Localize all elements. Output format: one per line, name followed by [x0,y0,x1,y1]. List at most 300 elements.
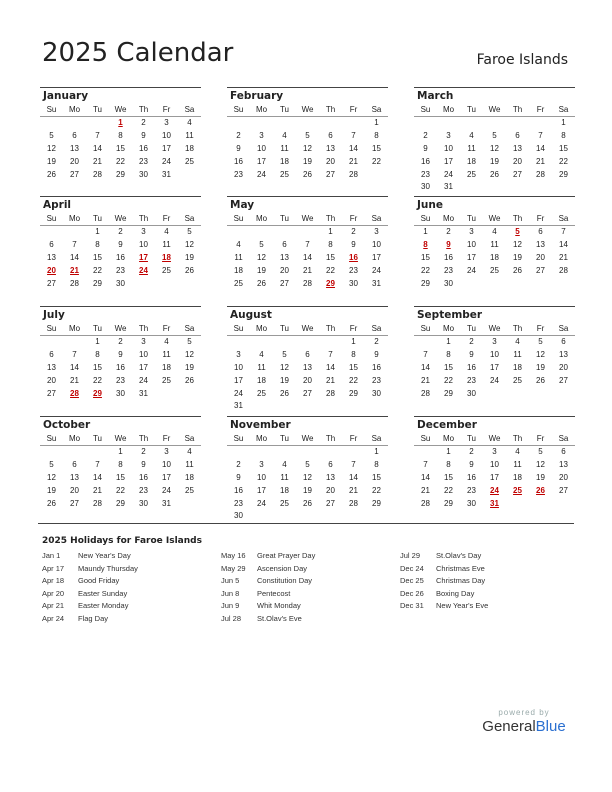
weekday-header: Th [138,434,149,443]
holiday-item [42,614,138,627]
day-cell: 24 [234,388,243,398]
day-cell: 11 [257,362,266,372]
day-cell: 17 [257,485,266,495]
day-cell: 14 [93,472,102,482]
month-december [414,416,575,510]
day-cell: 4 [164,337,169,346]
month-name: January [43,90,89,102]
day-cell: 25 [185,156,194,166]
day-cell: 11 [280,472,289,482]
day-cell: 17 [490,362,499,372]
day-cell: 17 [234,375,243,385]
day-cell: 22 [116,485,125,495]
weekday-header: Th [138,105,149,114]
day-cell: 26 [185,265,194,275]
day-cell: 29 [116,498,125,508]
holiday-item [42,564,138,577]
day-cell: 20 [70,156,79,166]
day-cell: 18 [513,472,522,482]
weekday-header: We [488,105,501,114]
day-cell: 20 [280,265,289,275]
holiday-item [400,601,488,614]
day-cell: 14 [326,362,335,372]
day-cell: 27 [559,375,568,385]
day-cell: 30 [467,388,476,398]
holiday-date: Jun 8 [221,588,240,598]
day-cell: 10 [139,239,148,249]
weekday-header: Tu [92,214,103,223]
weekday-header: We [114,214,127,223]
day-cell: 14 [303,252,312,262]
day-cell: 10 [234,362,243,372]
month-name: May [230,199,255,211]
day-cell: 29 [349,388,358,398]
empty-cell [342,446,365,459]
day-cell: 15 [326,252,335,262]
day-cell: 10 [139,349,148,359]
day-cell: 13 [559,349,568,359]
day-cell: 15 [93,362,102,372]
month-name: June [417,199,443,211]
day-cell: 29 [421,278,430,288]
day-cell: 5 [49,130,54,140]
weekday-header: Fr [162,214,171,223]
day-cell: 21 [70,375,79,385]
day-cell: 23 [234,498,243,508]
holiday-name: Christmas Day [436,576,486,586]
month-june [414,196,575,290]
day-cell: 2 [446,227,451,236]
day-cell: 2 [351,227,356,236]
weekday-header: Mo [255,105,268,114]
weekday-header: Mo [68,434,81,443]
empty-cell [63,446,86,459]
day-cell: 13 [47,362,56,372]
weekday-header: Mo [68,324,81,333]
day-cell: 29 [444,388,453,398]
day-cell: 17 [139,362,148,372]
empty-cell [414,446,437,459]
day-cell: 19 [513,252,522,262]
day-cell: 1 [351,337,356,346]
day-cell: 13 [326,472,335,482]
brand-name [476,718,572,735]
empty-cell [296,226,319,239]
day-cell: 27 [559,485,568,495]
brand-logo[interactable] [476,708,572,735]
day-cell: 11 [513,349,522,359]
day-cell: 19 [47,156,56,166]
weekday-header: Th [138,324,149,333]
day-cell: 19 [536,472,545,482]
month-november [227,416,388,523]
day-cell: 23 [467,375,476,385]
weekday-header: Fr [162,434,171,443]
weekday-header: Fr [349,434,358,443]
holiday-date: May 16 [221,551,246,560]
brand-name-blue: Blue [535,718,566,735]
day-cell: 11 [234,252,243,262]
weekday-header: Sa [184,324,195,333]
day-cell: 4 [492,227,497,236]
holiday-name: Whit Monday [257,601,301,611]
weekday-header: Su [233,214,244,223]
day-cell: 19 [47,485,56,495]
day-cell: 26 [47,169,56,179]
day-cell: 16 [116,252,125,262]
weekday-header: Mo [442,105,455,114]
holiday-item [42,576,138,589]
day-cell: 27 [280,278,289,288]
empty-cell [86,446,109,459]
weekday-header: Sa [371,434,382,443]
day-cell: 12 [257,252,266,262]
day-cell: 3 [236,349,241,359]
day-cell: 30 [234,511,243,521]
day-cell: 3 [492,337,497,346]
day-cell: 26 [185,375,194,385]
month-july [40,306,201,400]
empty-cell [63,117,86,130]
holiday-name: Boxing Day [436,588,475,598]
empty-cell [40,117,63,130]
weekday-header: Su [233,434,244,443]
day-cell: 3 [141,227,146,236]
day-cell: 28 [421,388,430,398]
day-cell: 9 [236,143,241,153]
weekday-header: Fr [349,324,358,333]
day-cell: 15 [559,143,568,153]
holiday-item [42,589,138,602]
day-cell: 10 [372,239,381,249]
weekday-header: Su [420,434,431,443]
day-cell: 8 [561,130,566,140]
day-cell: 29 [444,498,453,508]
holiday-date: Dec 24 [400,563,424,573]
day-cell: 31 [372,278,381,288]
day-cell: 22 [93,265,102,275]
day-cell: 25 [185,485,194,495]
day-cell: 2 [374,337,379,346]
day-cell: 21 [326,375,335,385]
holiday-day: 26 [536,485,545,495]
empty-cell [250,446,273,459]
day-cell: 16 [444,252,453,262]
day-cell: 12 [536,459,545,469]
weekday-header: Fr [162,324,171,333]
day-cell: 17 [257,156,266,166]
day-cell: 11 [513,459,522,469]
day-cell: 26 [257,278,266,288]
day-cell: 3 [141,337,146,346]
day-cell: 20 [559,472,568,482]
day-cell: 15 [444,362,453,372]
day-cell: 23 [116,375,125,385]
day-cell: 9 [141,459,146,469]
day-cell: 18 [280,485,289,495]
day-cell: 8 [446,459,451,469]
day-cell: 15 [116,143,125,153]
holiday-name: Good Friday [78,576,120,586]
holiday-date: Dec 31 [400,601,424,611]
day-cell: 9 [374,349,379,359]
weekday-header: Sa [184,434,195,443]
day-cell: 9 [236,472,241,482]
day-cell: 17 [162,472,171,482]
empty-cell [506,117,529,130]
empty-cell [273,226,296,239]
weekday-header: Fr [536,214,545,223]
day-cell: 22 [349,375,358,385]
weekday-header: Su [420,324,431,333]
holiday-column [400,551,488,614]
month-name: August [230,309,272,321]
day-cell: 13 [536,239,545,249]
holiday-day: 18 [162,252,171,262]
weekday-header: Tu [279,434,290,443]
day-cell: 3 [164,447,169,456]
day-cell: 31 [162,169,171,179]
day-cell: 18 [490,252,499,262]
day-cell: 9 [469,459,474,469]
day-cell: 5 [187,337,192,346]
day-cell: 1 [446,337,451,346]
day-cell: 14 [70,362,79,372]
day-cell: 24 [162,156,171,166]
day-cell: 22 [372,485,381,495]
day-cell: 25 [162,265,171,275]
day-cell: 3 [259,130,264,140]
day-cell: 15 [372,143,381,153]
holiday-day: 16 [349,252,358,262]
day-cell: 2 [423,130,428,140]
day-cell: 4 [515,337,520,346]
day-cell: 9 [469,349,474,359]
day-cell: 5 [492,130,497,140]
month-name: April [43,199,72,211]
weekday-header: Tu [466,324,477,333]
holiday-date: Apr 17 [42,563,65,573]
day-cell: 11 [162,349,171,359]
day-cell: 21 [559,252,568,262]
holiday-item [221,576,315,589]
holiday-day: 24 [139,265,148,275]
empty-cell [273,446,296,459]
day-cell: 16 [116,362,125,372]
weekday-header: We [488,324,501,333]
month-name: October [43,419,91,431]
day-cell: 22 [444,485,453,495]
day-cell: 16 [139,472,148,482]
day-cell: 12 [185,349,194,359]
day-cell: 17 [162,143,171,153]
day-cell: 25 [257,388,266,398]
empty-cell [227,336,250,349]
day-cell: 15 [421,252,430,262]
day-cell: 20 [47,375,56,385]
day-cell: 5 [305,130,310,140]
day-cell: 5 [187,227,192,236]
weekday-header: We [488,434,501,443]
day-cell: 14 [349,143,358,153]
day-cell: 5 [538,337,543,346]
day-cell: 6 [328,130,333,140]
day-cell: 10 [162,130,171,140]
day-cell: 12 [536,349,545,359]
holiday-name: Great Prayer Day [257,551,316,560]
holiday-date: Jul 28 [221,613,242,623]
day-cell: 27 [326,498,335,508]
weekday-header: Th [512,214,523,223]
day-cell: 4 [187,118,192,127]
weekday-header: Su [46,324,57,333]
weekday-header: Sa [558,324,569,333]
weekday-header: Mo [255,434,268,443]
day-cell: 28 [349,498,358,508]
day-cell: 31 [444,182,453,192]
empty-cell [250,336,273,349]
day-cell: 26 [303,498,312,508]
day-cell: 24 [444,169,453,179]
day-cell: 18 [513,362,522,372]
day-cell: 8 [374,130,379,140]
weekday-header: Th [512,434,523,443]
day-cell: 17 [372,252,381,262]
day-cell: 4 [164,227,169,236]
day-cell: 2 [236,130,241,140]
day-cell: 28 [536,169,545,179]
weekday-header: Fr [162,105,171,114]
empty-cell [227,117,250,130]
day-cell: 5 [305,459,310,469]
empty-cell [40,446,63,459]
day-cell: 19 [303,485,312,495]
month-name: September [417,309,483,321]
weekday-header: Tu [466,214,477,223]
holiday-day: 24 [490,485,499,495]
day-cell: 11 [490,239,499,249]
weekday-header: Tu [466,434,477,443]
day-cell: 7 [328,349,333,359]
day-cell: 25 [490,265,499,275]
holiday-item [42,601,138,614]
day-cell: 24 [467,265,476,275]
day-cell: 23 [139,156,148,166]
weekday-header: We [114,324,127,333]
day-cell: 7 [423,459,428,469]
day-cell: 27 [326,169,335,179]
day-cell: 2 [236,459,241,469]
day-cell: 15 [349,362,358,372]
day-cell: 8 [328,239,333,249]
day-cell: 3 [164,118,169,127]
holiday-date: Jun 9 [221,601,240,611]
day-cell: 7 [538,130,543,140]
day-cell: 30 [349,278,358,288]
day-cell: 7 [423,349,428,359]
day-cell: 4 [282,130,287,140]
empty-cell [319,336,342,349]
weekday-header: We [301,105,314,114]
month-january [40,87,201,181]
day-cell: 6 [538,227,543,236]
month-october [40,416,201,510]
holiday-item [221,601,315,614]
holiday-name: Maundy Thursday [78,563,138,573]
weekday-header: Sa [558,214,569,223]
day-cell: 26 [280,388,289,398]
day-cell: 22 [372,156,381,166]
day-cell: 15 [372,472,381,482]
empty-cell [414,336,437,349]
day-cell: 12 [490,143,499,153]
day-cell: 7 [305,239,310,249]
weekday-header: Sa [371,105,382,114]
day-cell: 27 [70,498,79,508]
weekday-header: Tu [92,434,103,443]
day-cell: 12 [185,239,194,249]
day-cell: 28 [93,169,102,179]
holiday-item [400,589,488,602]
weekday-header: Th [325,324,336,333]
weekday-header: We [114,105,127,114]
weekday-header: Su [420,105,431,114]
day-cell: 18 [185,143,194,153]
day-cell: 12 [303,143,312,153]
day-cell: 6 [49,349,54,359]
day-cell: 8 [351,349,356,359]
holiday-day: 31 [490,498,499,508]
holiday-item [221,589,315,602]
weekday-header: Tu [92,324,103,333]
holiday-name: Constitution Day [257,576,313,586]
day-cell: 26 [513,265,522,275]
day-cell: 21 [421,375,430,385]
empty-cell [460,117,483,130]
empty-cell [86,117,109,130]
weekday-header: Su [46,105,57,114]
day-cell: 17 [467,252,476,262]
day-cell: 16 [467,472,476,482]
weekday-header: Tu [279,105,290,114]
day-cell: 18 [280,156,289,166]
day-cell: 23 [467,485,476,495]
day-cell: 21 [93,156,102,166]
empty-cell [529,117,552,130]
day-cell: 6 [72,130,77,140]
weekday-header: We [488,214,501,223]
day-cell: 19 [257,265,266,275]
weekday-header: Tu [279,214,290,223]
holiday-date: Dec 26 [400,588,424,598]
day-cell: 2 [141,118,146,127]
day-cell: 28 [303,278,312,288]
weekday-header: Fr [349,214,358,223]
day-cell: 20 [303,375,312,385]
holiday-name: New Year's Eve [436,601,489,611]
weekday-header: Tu [466,105,477,114]
day-cell: 5 [259,239,264,249]
holiday-item [400,551,488,564]
day-cell: 27 [536,265,545,275]
day-cell: 9 [423,143,428,153]
empty-cell [296,117,319,130]
day-cell: 5 [282,349,287,359]
day-cell: 14 [559,239,568,249]
day-cell: 7 [72,349,77,359]
day-cell: 30 [467,498,476,508]
day-cell: 6 [72,459,77,469]
